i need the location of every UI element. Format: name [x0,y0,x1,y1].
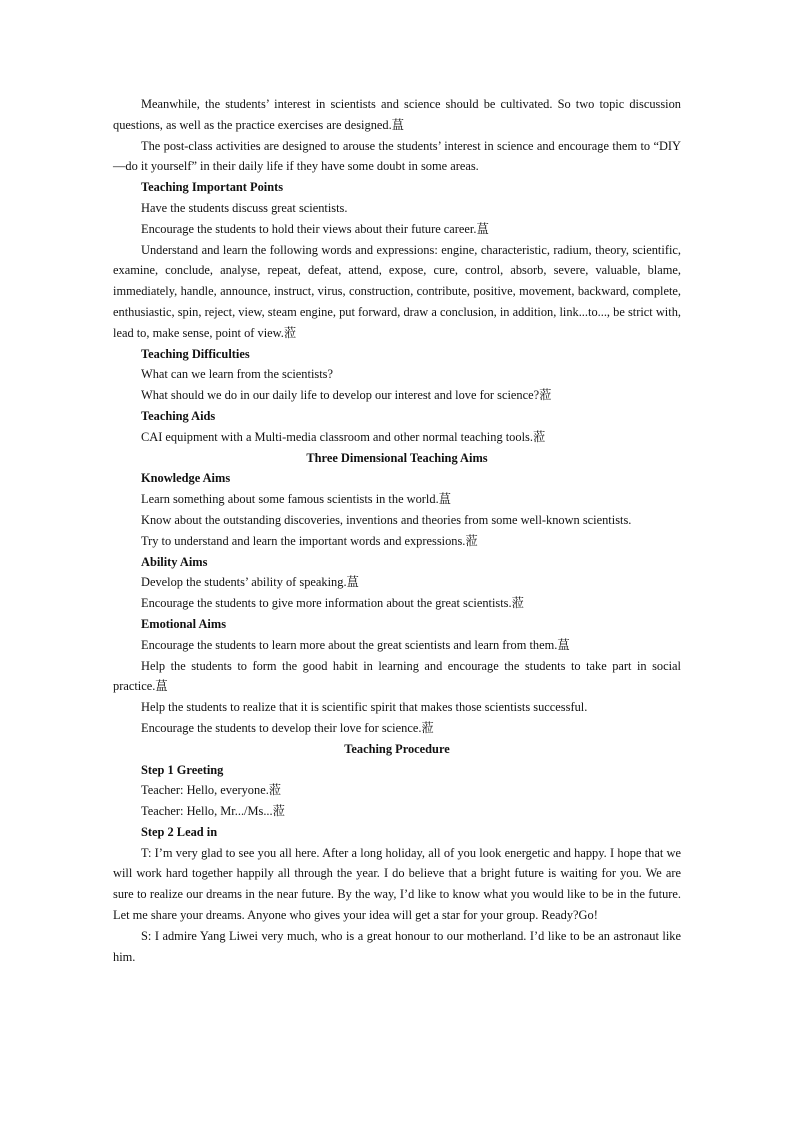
emotional-aim-4: Encourage the students to develop their love for science.蒞 [141,720,434,735]
document-page [113,94,681,967]
knowledge-aims-heading: Knowledge Aims [141,471,231,486]
difficulty-1: What can we learn from the scientists? [141,367,333,382]
step-2-heading: Step 2 Lead in [141,824,218,839]
difficulties-heading: Teaching Difficulties [141,346,250,361]
intro-paragraph-2: The post-class activities are designed to arouse the students’ interest in science and encourage them to “DIY—do it yourself” in their daily life if they have some doubt in some areas. [113,138,681,174]
important-points-heading: Teaching Important Points [141,180,284,195]
difficulty-2: What should we do in our daily life to develop our interest and love for science?蒞 [141,388,552,403]
important-point-1: Have the students discuss great scientists. [141,200,348,215]
knowledge-aim-1: Learn something about some famous scientists in the world.蒀 [141,492,452,507]
step-1-line-1: Teacher: Hello, everyone.蒞 [141,783,282,798]
step-2-student-paragraph: S: I admire Yang Liwei very much, who is a great honour to our motherland. I’d like to be an astronaut like him. [113,928,681,964]
ability-aim-2: Encourage the students to give more information about the great scientists.蒞 [141,596,524,611]
important-point-3: Understand and learn the following words and expressions: engine, characteristic, radium, theory, scientific, examine, conclude, analyse, repeat, defeat, attend, expose, cure, control, absorb, severe, valuable, blame, immediately, handle, announce, instruct, virus, construction, contribute, positive, movement, backward, complete, enthusiastic, spin, reject, view, steam engine, put forward, draw a conclusion, in addition, link...to..., be strict with, lead to, make sense, point of view.蒞 [113,242,681,340]
ability-aims-heading: Ability Aims [141,554,208,569]
step-2-teacher-paragraph: T: I’m very glad to see you all here. After a long holiday, all of you look energetic and happy. I hope that we will work hard together happily all through the year. I do believe that a bright future is waiting for you. We are sure to realize our dreams in the near future. By the way, I’d like to know what you would like to be in the future. Let me share your dreams. Anyone who gives your idea will get a star for your group. Ready?Go! [113,845,681,923]
ability-aim-1: Develop the students’ ability of speaking.蒀 [141,575,359,590]
emotional-aim-2: Help the students to form the good habit in learning and encourage the students to take part in social practice.蒀 [113,658,681,694]
step-1-heading: Step 1 Greeting [141,762,224,777]
emotional-aim-3: Help the students to realize that it is scientific spirit that makes those scientists successful. [141,700,588,715]
aids-paragraph: CAI equipment with a Multi-media classroom and other normal teaching tools.蒞 [141,429,546,444]
three-dimensional-aims-heading: Three Dimensional Teaching Aims [306,450,488,465]
knowledge-aim-3: Try to understand and learn the important words and expressions.蒞 [141,533,478,548]
teaching-procedure-heading: Teaching Procedure [344,741,450,756]
step-1-line-2: Teacher: Hello, Mr.../Ms...蒞 [141,804,286,819]
important-point-2: Encourage the students to hold their views about their future career.蒀 [141,221,489,236]
aids-heading: Teaching Aids [141,408,216,423]
knowledge-aim-2: Know about the outstanding discoveries, inventions and theories from some well-known scientists. [141,512,632,527]
emotional-aims-heading: Emotional Aims [141,616,227,631]
intro-paragraph-1: Meanwhile, the students’ interest in scientists and science should be cultivated. So two topic discussion questions, as well as the practice exercises are designed.蒀 [113,97,681,132]
emotional-aim-1: Encourage the students to learn more about the great scientists and learn from them.蒀 [141,637,570,652]
